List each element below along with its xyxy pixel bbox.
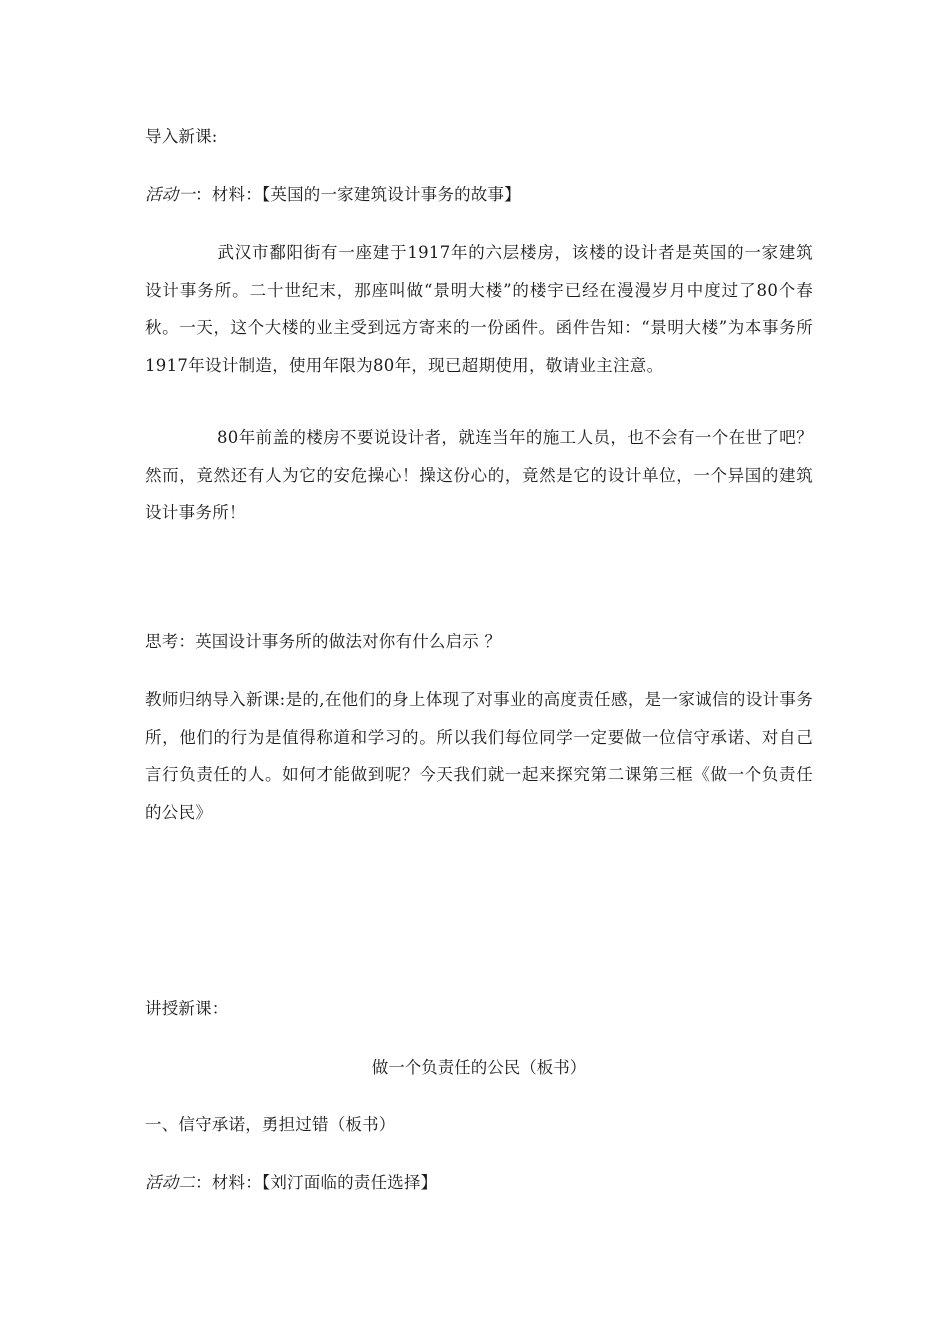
activity1-label: 活动一 [145,185,196,204]
activity2-label: 活动二 [145,1173,196,1192]
story-p2-text: 80年前盖的楼房不要说设计者，就连当年的施工人员，也不会有一个在世了吧？然而，竟然还有人为它的安危操心！操这份心的，竟然是它的设计单位，一个异国的建筑设计事务所！ [145,428,813,522]
story-p1-text: 武汉市鄱阳街有一座建于1917年的六层楼房，该楼的设计者是英国的一家建筑设计事务所。二十世纪末，那座叫做“景明大楼”的楼宇已经在漫漫岁月中度过了80个春秋。一天，这个大楼的业主受到远方寄来的一份函件。函件告知：“景明大楼”为本事务所1917年设计制造，使用年限为80年，现已超期使用，敬请业主注意。 [145,243,813,375]
section-1-heading: 一、信守承诺，勇担过错（板书） [145,1115,396,1134]
activity2-title: 【刘汀面临的责任选择】 [261,1173,438,1192]
activity1-line [145,184,521,206]
activity1-sep: ：材料： [195,185,262,204]
lecture-heading: 讲授新课： [145,999,229,1018]
intro-heading: 导入新课: [145,127,218,146]
story-paragraph-2 [145,419,813,532]
activity2-line [145,1172,437,1194]
activity1-title: 【英国的一家建筑设计事务的故事】 [261,185,521,204]
teacher-summary: 教师归纳导入新课:是的,在他们的身上体现了对事业的高度责任感，是一家诚信的设计事务所，他们的行为是值得称道和学习的。所以我们每位同学一定要做一位信守承诺、对自己言行负责任的人。如何才能做到呢？今天我们就一起来探究第二课第三框《做一个负责任的公民》 [145,690,813,822]
story-paragraph-1 [145,234,813,384]
board-title: 做一个负责任的公民（板书） [371,1058,587,1077]
activity2-sep: ：材料： [195,1173,262,1192]
think-question: 思考：英国设计事务所的做法对你有什么启示 ？ [145,632,502,651]
